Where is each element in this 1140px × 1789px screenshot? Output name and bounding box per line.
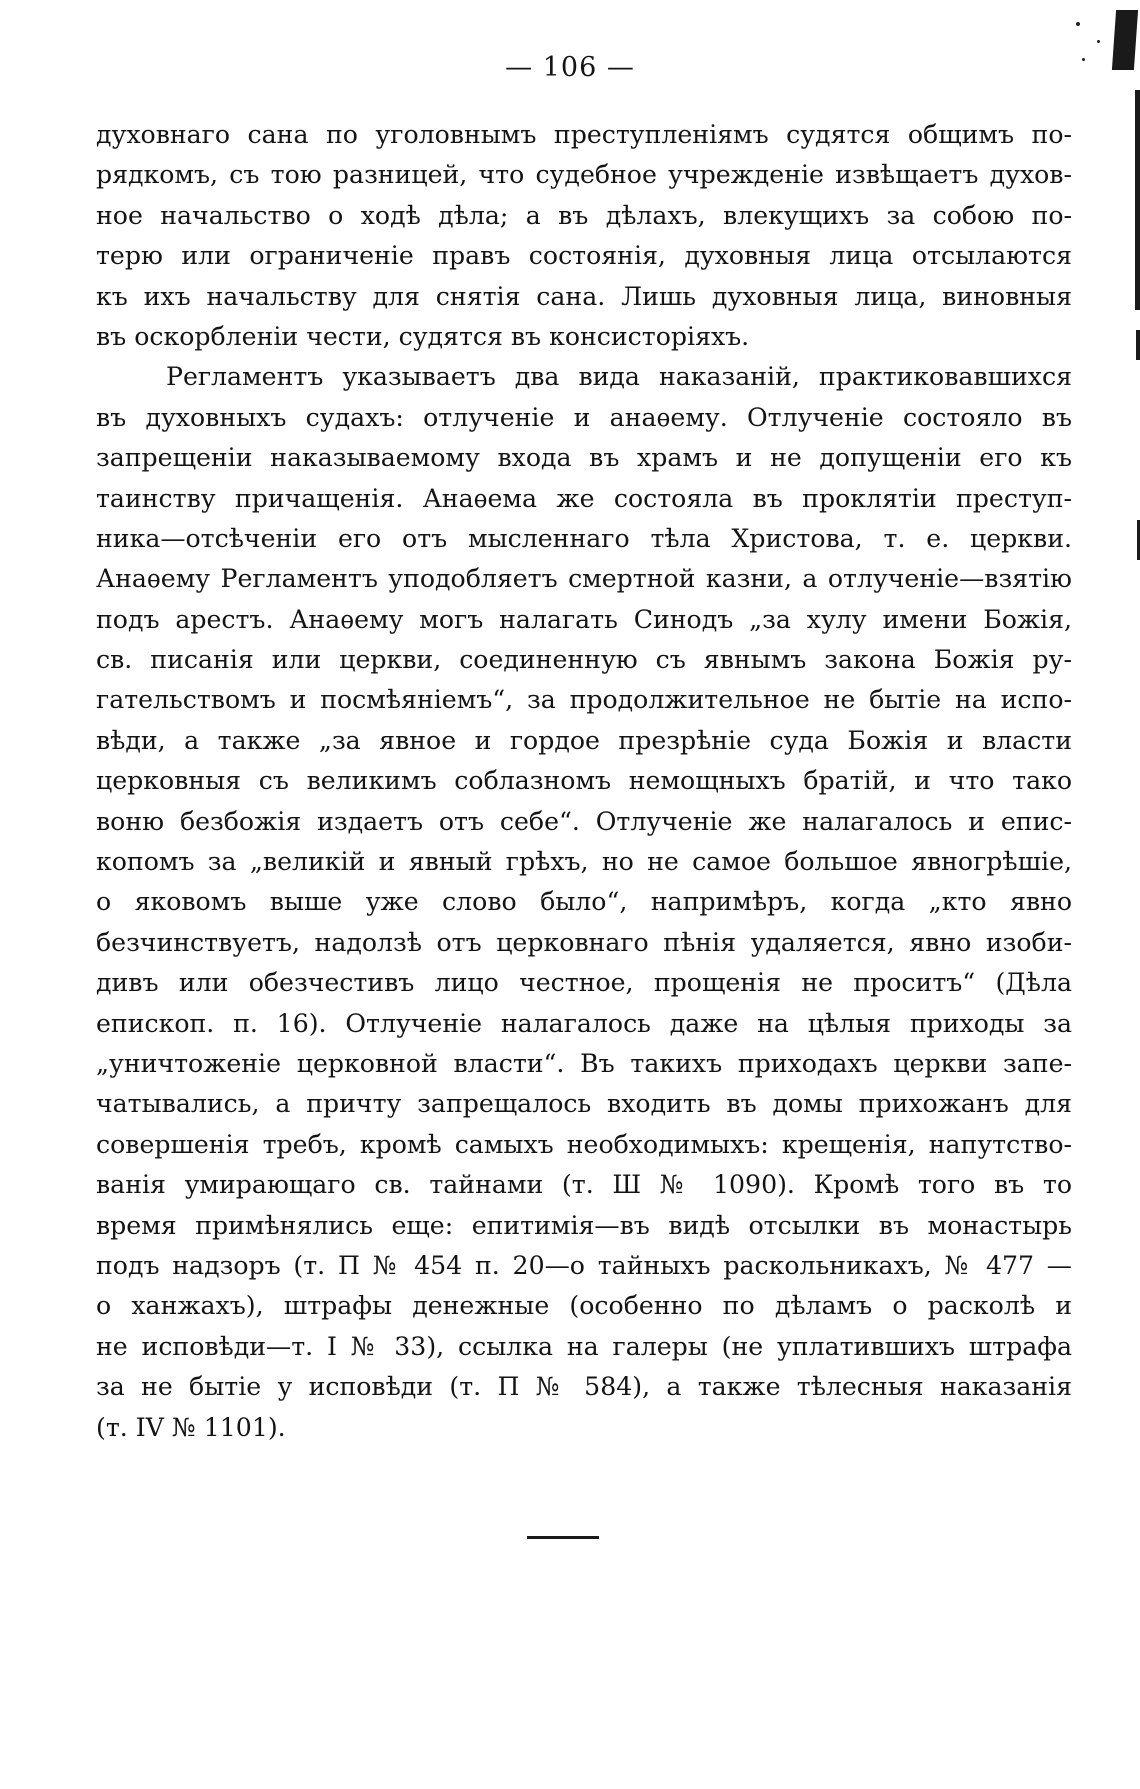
text-line: гательствомъ и посмѣяніемъ“, за продолжительное не бытіе на испо- [96,685,1072,715]
body-text [96,115,1072,1448]
scan-speck [1076,22,1080,26]
text-line: воню безбожія издаетъ отъ себе“. Отлученіе же налагалось и епис- [96,806,1072,836]
text-line: запрещеніи наказываемому входа въ храмъ и не допущеніи его къ [96,443,1072,473]
text-line: св. писанія или церкви, соединенную съ явнымъ закона Божія ру- [96,645,1072,675]
text-line: дивъ или обезчестивъ лицо честное, прощенія не проситъ“ (Дѣла [96,968,1072,998]
text-line: „уничтоженіе церковной власти“. Въ такихъ приходахъ церкви запе- [96,1048,1072,1078]
text-line: безчинствуетъ, надолзѣ отъ церковнаго пѣнія удаляется, явно изоби- [96,927,1072,957]
text-line: терю или ограниченіе правъ состоянія, духовныя лица отсылаются [96,241,1072,271]
scan-edge-mark [1136,330,1140,360]
text-line: въ оскорбленіи чести, судятся въ консисторіяхъ. [96,321,750,351]
text-line: въ духовныхъ судахъ: отлученіе и анаѳему. Отлученіе состояло въ [96,402,1072,432]
text-line: рядкомъ, съ тою разницей, что судебное учрежденіе извѣщаетъ духов- [96,160,1072,190]
end-rule [527,1536,599,1539]
text-line: подъ надзоръ (т. П № 454 п. 20—о тайныхъ раскольникахъ, № 477 — [96,1250,1072,1280]
text-line: не исповѣди—т. I № 33), ссылка на галеры (не уплатившихъ штрафа [96,1331,1072,1361]
text-line: духовнаго сана по уголовнымъ преступленіямъ судятся общимъ по- [96,120,1072,149]
text-line: за не бытіе у исповѣди (т. П № 584), а также тѣлесныя наказанія [96,1372,1072,1402]
text-line: къ ихъ начальству для снятія сана. Лишь духовныя лица, виновныя [96,281,1072,311]
text-line: ника—отсѣченіи его отъ мысленнаго тѣла Христова, т. е. церкви. [96,523,1072,553]
text-line: епископ. п. 16). Отлученіе налагалось даже на цѣлыя приходы за [96,1008,1072,1038]
page-number: — 106 — [505,52,635,83]
text-line: Анаѳему Регламентъ уподобляетъ смертной казни, а отлученіе—взятію [96,564,1072,594]
text-line: Регламентъ указываетъ два вида наказаній, практиковавшихся [166,362,1072,392]
text-line: время примѣнялись еще: епитимія—въ видѣ отсылки въ монастырь [96,1210,1072,1240]
text-line: о яковомъ выше уже слово было“, напримѣръ, когда „кто явно [96,887,1072,917]
text-line: ванія умирающаго св. тайнами (т. Ш № 1090). Кромѣ того въ то [96,1170,1072,1200]
text-line: (т. IV № 1101). [96,1412,286,1442]
text-line: копомъ за „великій и явный грѣхъ, но не самое большое явногрѣшіе, [96,847,1072,877]
text-line: вѣди, а также „за явное и гордое презрѣніе суда Божія и власти [96,725,1072,755]
text-line: подъ арестъ. Анаѳему могъ налагать Синодъ „за хулу имени Божія, [96,604,1072,634]
text-line: чатывались, а причту запрещалось входить въ домы прихожанъ для [96,1089,1072,1119]
text-line: ное начальство о ходѣ дѣла; а въ дѣлахъ, влекущихъ за собою по- [96,200,1072,230]
text-line: церковныя съ великимъ соблазномъ немощныхъ братій, и что тако [96,766,1072,796]
scan-speck [1097,40,1100,43]
scan-edge-mark [1135,90,1140,310]
text-line: о ханжахъ), штрафы денежные (особенно по дѣламъ о расколѣ и [96,1291,1072,1321]
text-line: совершенія требъ, кромѣ самыхъ необходимыхъ: крещенія, напутство- [96,1129,1072,1159]
text-line: таинству причащенія. Анаѳема же состояла въ проклятіи преступ- [96,483,1072,513]
